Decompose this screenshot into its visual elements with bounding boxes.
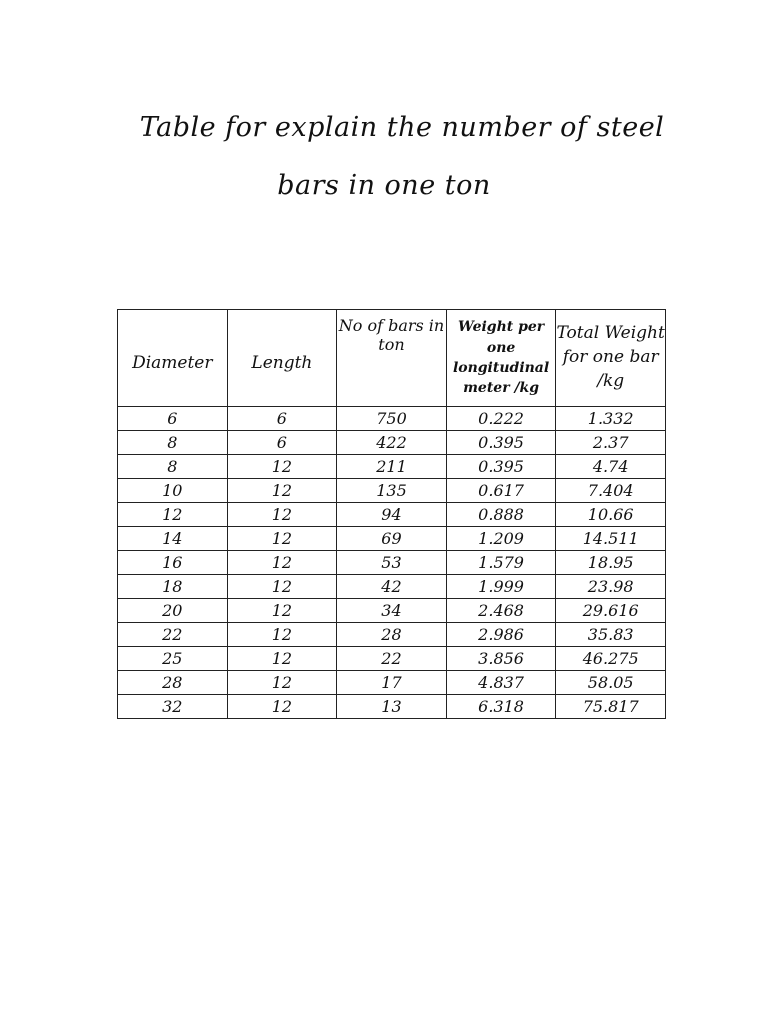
cell-no-of-bars: 53 — [337, 551, 447, 575]
cell-diameter: 14 — [118, 527, 228, 551]
cell-total-weight: 1.332 — [556, 407, 666, 431]
cell-total-weight: 14.511 — [556, 527, 666, 551]
header-no-of-bars: No of bars in ton — [337, 310, 447, 407]
header-total-weight: Total Weight for one bar /kg — [556, 310, 666, 407]
cell-length: 12 — [227, 671, 337, 695]
table-row — [118, 455, 666, 479]
cell-length: 6 — [227, 407, 337, 431]
cell-diameter: 12 — [118, 503, 228, 527]
table-row — [118, 671, 666, 695]
cell-total-weight: 35.83 — [556, 623, 666, 647]
cell-total-weight: 2.37 — [556, 431, 666, 455]
cell-no-of-bars: 22 — [337, 647, 447, 671]
cell-diameter: 22 — [118, 623, 228, 647]
cell-length: 12 — [227, 623, 337, 647]
table-row — [118, 551, 666, 575]
cell-length: 12 — [227, 695, 337, 719]
cell-total-weight: 4.74 — [556, 455, 666, 479]
cell-length: 12 — [227, 551, 337, 575]
header-row — [118, 310, 666, 407]
table-row — [118, 407, 666, 431]
cell-total-weight: 10.66 — [556, 503, 666, 527]
table-row — [118, 623, 666, 647]
cell-total-weight: 75.817 — [556, 695, 666, 719]
cell-diameter: 10 — [118, 479, 228, 503]
cell-no-of-bars: 94 — [337, 503, 447, 527]
cell-total-weight: 18.95 — [556, 551, 666, 575]
cell-diameter: 25 — [118, 647, 228, 671]
table-row — [118, 503, 666, 527]
cell-length: 12 — [227, 575, 337, 599]
cell-diameter: 18 — [118, 575, 228, 599]
table-row — [118, 695, 666, 719]
cell-length: 12 — [227, 647, 337, 671]
cell-diameter: 8 — [118, 431, 228, 455]
table-row — [118, 527, 666, 551]
cell-diameter: 32 — [118, 695, 228, 719]
cell-no-of-bars: 34 — [337, 599, 447, 623]
cell-length: 12 — [227, 503, 337, 527]
cell-no-of-bars: 422 — [337, 431, 447, 455]
cell-no-of-bars: 135 — [337, 479, 447, 503]
table-row — [118, 599, 666, 623]
cell-no-of-bars: 69 — [337, 527, 447, 551]
cell-length: 12 — [227, 527, 337, 551]
cell-no-of-bars: 211 — [337, 455, 447, 479]
cell-no-of-bars: 13 — [337, 695, 447, 719]
cell-weight-per-meter: 0.395 — [446, 431, 556, 455]
table-header — [118, 310, 666, 407]
cell-length: 12 — [227, 599, 337, 623]
cell-length: 12 — [227, 455, 337, 479]
cell-weight-per-meter: 6.318 — [446, 695, 556, 719]
cell-total-weight: 23.98 — [556, 575, 666, 599]
cell-length: 6 — [227, 431, 337, 455]
header-length: Length — [227, 310, 337, 407]
cell-weight-per-meter: 0.617 — [446, 479, 556, 503]
cell-diameter: 8 — [118, 455, 228, 479]
cell-weight-per-meter: 4.837 — [446, 671, 556, 695]
cell-weight-per-meter: 0.222 — [446, 407, 556, 431]
cell-weight-per-meter: 0.395 — [446, 455, 556, 479]
cell-length: 12 — [227, 479, 337, 503]
header-diameter: Diameter — [118, 310, 228, 407]
table-row — [118, 431, 666, 455]
table-body — [118, 407, 666, 719]
cell-weight-per-meter: 0.888 — [446, 503, 556, 527]
steel-bars-table — [117, 309, 666, 719]
cell-no-of-bars: 42 — [337, 575, 447, 599]
cell-no-of-bars: 750 — [337, 407, 447, 431]
cell-weight-per-meter: 2.986 — [446, 623, 556, 647]
cell-diameter: 16 — [118, 551, 228, 575]
cell-weight-per-meter: 3.856 — [446, 647, 556, 671]
cell-diameter: 20 — [118, 599, 228, 623]
cell-no-of-bars: 28 — [337, 623, 447, 647]
cell-weight-per-meter: 1.209 — [446, 527, 556, 551]
page-title-line-1: Table for explain the number of steel — [139, 112, 665, 143]
cell-weight-per-meter: 1.579 — [446, 551, 556, 575]
cell-diameter: 28 — [118, 671, 228, 695]
header-weight-per-meter: Weight per one longitudinal meter /kg — [446, 310, 556, 407]
cell-total-weight: 46.275 — [556, 647, 666, 671]
cell-weight-per-meter: 1.999 — [446, 575, 556, 599]
cell-total-weight: 29.616 — [556, 599, 666, 623]
cell-no-of-bars: 17 — [337, 671, 447, 695]
table-row — [118, 575, 666, 599]
cell-weight-per-meter: 2.468 — [446, 599, 556, 623]
cell-diameter: 6 — [118, 407, 228, 431]
page-title-line-2: bars in one ton — [277, 170, 491, 201]
cell-total-weight: 58.05 — [556, 671, 666, 695]
table-row — [118, 479, 666, 503]
table-row — [118, 647, 666, 671]
cell-total-weight: 7.404 — [556, 479, 666, 503]
